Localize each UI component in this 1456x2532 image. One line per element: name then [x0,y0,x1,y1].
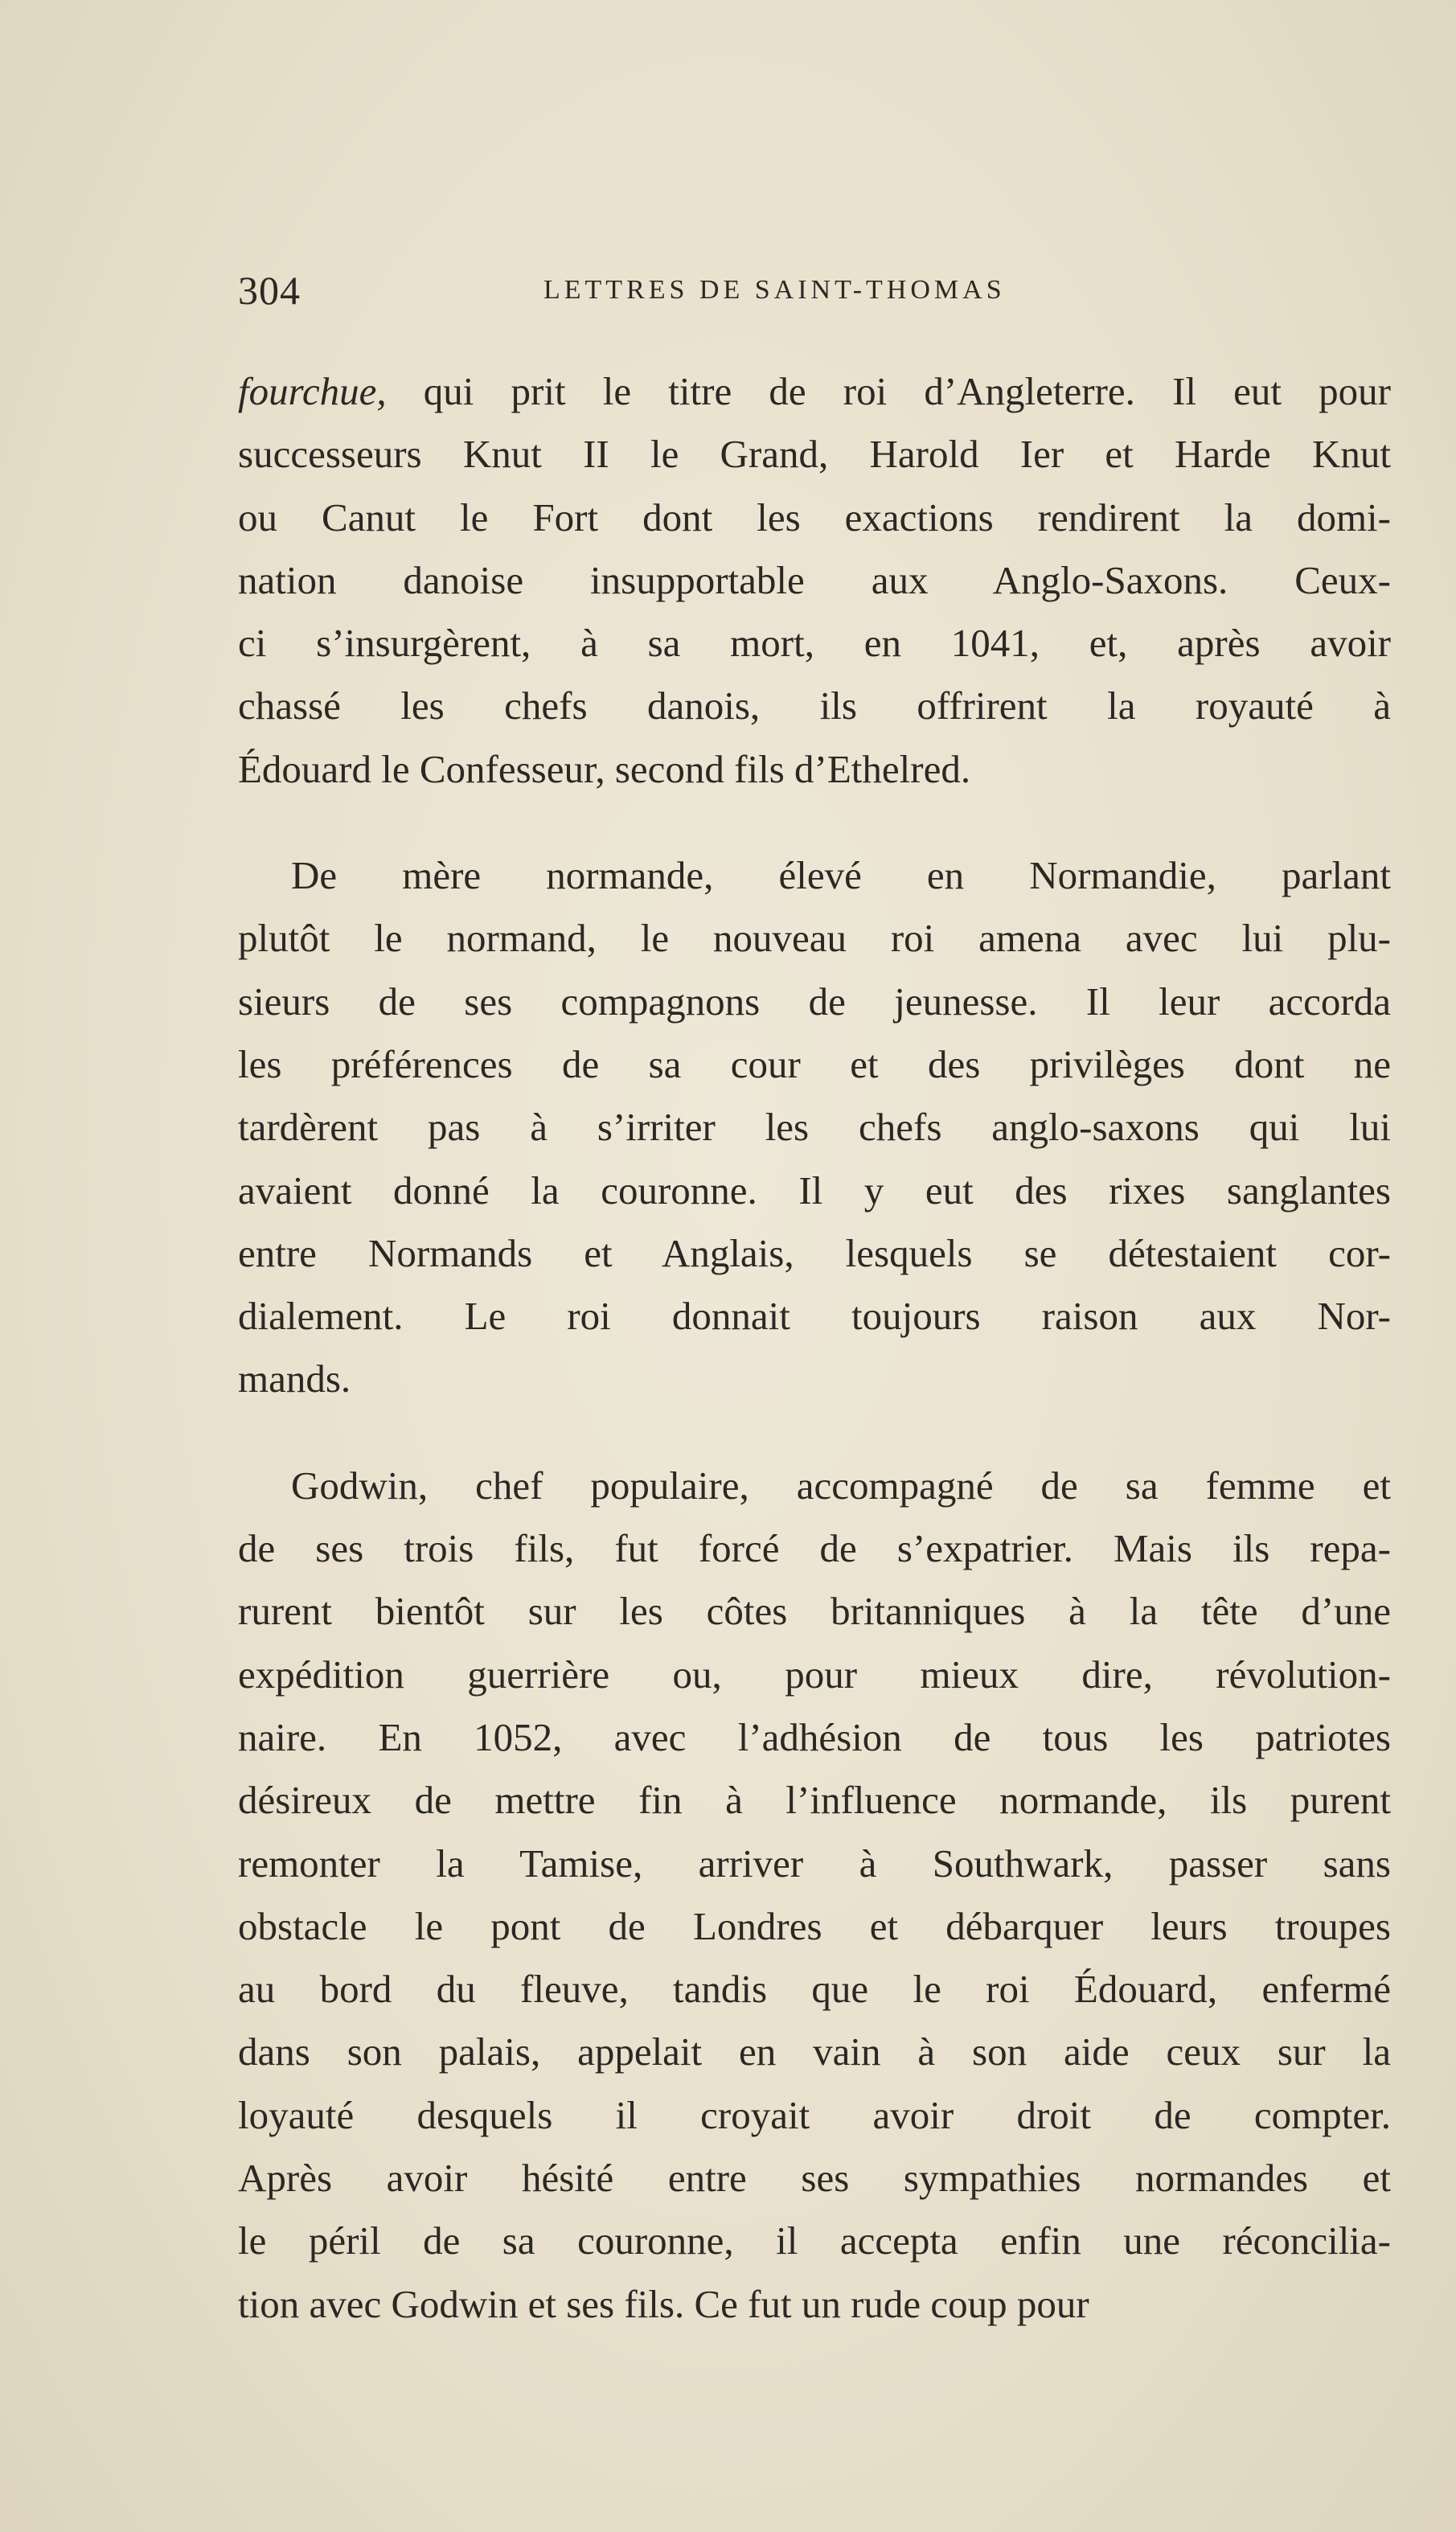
text-line: dialement. Le roi donnait toujours raison aux Nor- [238,1294,1391,1339]
text-line: désireux de mettre fin à l’influence normande, ils purent [238,1778,1391,1823]
text-line: ou Canut le Fort dont les exactions rendirent la domi- [238,494,1391,540]
text-line: obstacle le pont de Londres et débarquer leurs troupes [238,1903,1391,1948]
text-line: De mère normande, élevé en Normandie, parlant [291,853,1391,898]
text-line: chassé les chefs danois, ils offrirent la royauté à [238,683,1391,728]
text-line: remonter la Tamise, arriver à Southwark, passer sans [238,1841,1391,1886]
italic-word: fourchue, [238,369,387,413]
text-line: tardèrent pas à s’irriter les chefs anglo-saxons qui lui [238,1105,1391,1150]
paragraph-gap [238,1411,1391,1455]
text-line: mands. [238,1356,351,1401]
text-line: nation danoise insupportable aux Anglo-Saxons. Ceux- [238,557,1391,602]
text-line: tion avec Godwin et ses fils. Ce fut un rude coup pour [238,2281,1089,2326]
text-line: dans son palais, appelait en vain à son aide ceux sur la [238,2029,1391,2074]
paragraph-gap [238,801,1391,844]
page-header [238,267,1082,315]
text-line: plutôt le normand, le nouveau roi amena avec lui plu- [238,916,1391,961]
text-line: expédition guerrière ou, pour mieux dire, révolution- [238,1652,1391,1697]
text-line: naire. En 1052, avec l’adhésion de tous les patriotes [238,1714,1391,1759]
paragraph [238,844,1391,1411]
text-line: entre Normands et Anglais, lesquels se détestaient cor- [238,1230,1391,1275]
text-line: Édouard le Confesseur, second fils d’Ethelred. [238,746,971,791]
text-line: loyauté desquels il croyait avoir droit de compter. [238,2092,1391,2137]
paragraph [238,360,1391,801]
paragraph [238,1455,1391,2336]
text-line: successeurs Knut II le Grand, Harold Ier et Harde Knut [238,432,1391,477]
text-line [238,360,1391,423]
page-number: 304 [238,268,301,313]
text-line: de ses trois fils, fut forcé de s’expatrier. Mais ils repa- [238,1526,1391,1571]
text-line: sieurs de ses compagnons de jeunesse. Il leur accorda [238,979,1391,1024]
text-line: avaient donné la couronne. Il y eut des rixes sanglantes [238,1168,1391,1213]
body-text [238,360,1391,2336]
text-line: Après avoir hésité entre ses sympathies normandes et [238,2156,1391,2201]
text-line: rurent bientôt sur les côtes britanniques à la tête d’une [238,1589,1391,1634]
line-rest: qui prit le titre de roi d’Angleterre. Il eut pour [386,369,1391,413]
text-line: ci s’insurgèrent, à sa mort, en 1041, et, après avoir [238,621,1391,666]
text-line: Godwin, chef populaire, accompagné de sa femme et [291,1463,1391,1508]
text-line: au bord du fleuve, tandis que le roi Édouard, enfermé [238,1967,1391,2012]
text-line: les préférences de sa cour et des privilèges dont ne [238,1041,1391,1086]
running-head: LETTRES DE SAINT-THOMAS [543,275,1006,305]
text-line: le péril de sa couronne, il accepta enfin une réconcilia- [238,2218,1391,2263]
